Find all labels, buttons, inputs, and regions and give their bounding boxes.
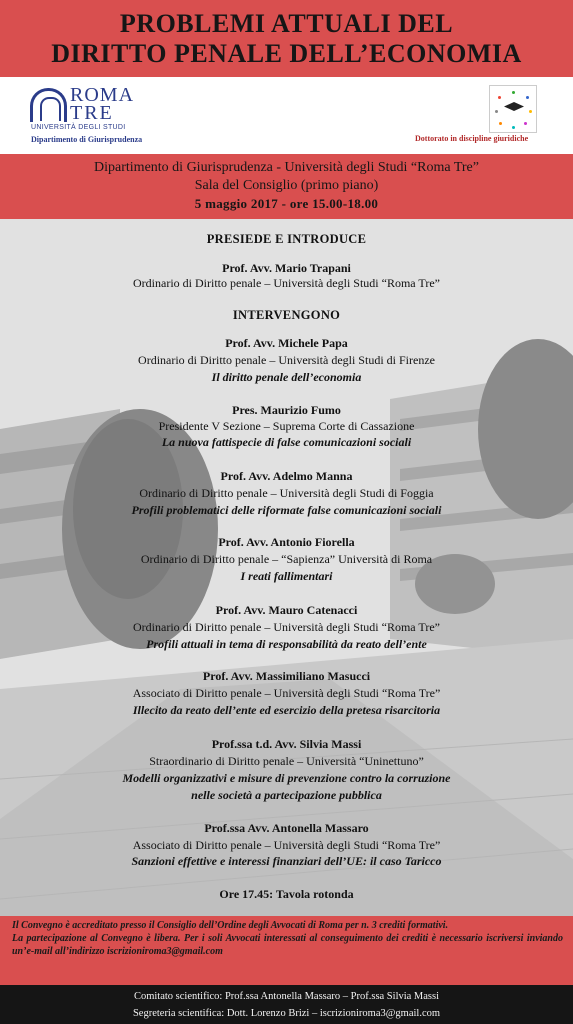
department-label: Dipartimento di Giurisprudenza	[31, 135, 143, 144]
speaker-role: Ordinario di Diritto penale – “Sapienza” Università di Roma	[140, 552, 433, 566]
speaker-name: Prof. Avv. Michele Papa	[225, 336, 348, 350]
committee-footer	[0, 985, 573, 1024]
speaker-topic: Illecito da reato dell’ente ed esercizio della pretesa risarcitoria	[132, 703, 441, 717]
closing-session: Ore 17.45: Tavola rotonda	[219, 887, 354, 901]
title-line-2: DIRITTO PENALE DELL’ECONOMIA	[51, 39, 522, 68]
speaker-topic: Il diritto penale dell’economia	[211, 370, 362, 384]
title-header	[0, 0, 573, 77]
speaker-name: Prof.ssa Avv. Antonella Massaro	[204, 821, 369, 835]
speaker-topic: Profili attuali in tema di responsabilità da reato dell’ente	[146, 637, 427, 651]
doctorate-logo-icon	[489, 85, 537, 133]
speaker-name: Prof. Avv. Massimiliano Masucci	[202, 669, 371, 683]
arch-icon	[30, 88, 67, 122]
chair-role: Ordinario di Diritto penale – Università degli Studi “Roma Tre”	[133, 276, 440, 290]
logo-subtitle: UNIVERSITÀ DEGLI STUDI	[31, 124, 126, 131]
notice-credits: Il Convegno è accreditato presso il Consiglio dell’Ordine degli Avvocati di Roma per n. 3 crediti formativi.	[12, 920, 449, 931]
speaker-name: Pres. Maurizio Fumo	[232, 403, 341, 417]
logo-strip	[0, 77, 573, 154]
speaker-role: Straordinario di Diritto penale – Università “Uninettuno”	[149, 754, 424, 768]
speaker-topic-continued: nelle società a partecipazione pubblica	[191, 788, 382, 802]
chair-name: Prof. Avv. Mario Trapani	[222, 261, 351, 275]
speaker-name: Prof. Avv. Adelmo Manna	[220, 469, 353, 483]
date-time-line: 5 maggio 2017 - ore 15.00-18.00	[194, 196, 379, 211]
doctorate-label: Dottorato in discipline giuridiche	[415, 134, 529, 143]
campus-photo-background	[0, 219, 573, 916]
notice-registration: La partecipazione al Convegno è libera. Per i soli Avvocati interessati al conseguimento dei crediti è necessario iscriversi inviando un’e-mail all’indirizzo iscrizioniroma3@gmail.com	[12, 932, 563, 957]
room-line: Sala del Consiglio (primo piano)	[194, 178, 379, 193]
venue-line: Dipartimento di Giurisprudenza - Università degli Studi “Roma Tre”	[94, 160, 479, 175]
speaker-name: Prof. Avv. Antonio Fiorella	[218, 535, 355, 549]
speaker-role: Associato di Diritto penale – Università degli Studi “Roma Tre”	[132, 686, 441, 700]
logo-word-roma: ROMA	[70, 84, 135, 106]
speaker-topic: I reati fallimentari	[240, 569, 333, 583]
speakers-heading: INTERVENGONO	[232, 308, 341, 322]
speaker-role: Associato di Diritto penale – Università degli Studi “Roma Tre”	[132, 838, 441, 852]
program-area	[0, 219, 573, 916]
speaker-name: Prof. Avv. Mauro Catenacci	[215, 603, 358, 617]
speaker-topic: La nuova fattispecie di false comunicazioni sociali	[161, 435, 412, 449]
accreditation-notice	[0, 916, 573, 985]
speaker-name: Prof.ssa t.d. Avv. Silvia Massi	[211, 737, 362, 751]
speaker-topic: Sanzioni effettive e interessi finanziari dell’UE: il caso Taricco	[131, 854, 442, 868]
speaker-role: Presidente V Sezione – Suprema Corte di Cassazione	[158, 419, 415, 433]
scientific-secretariat: Segreteria scientifica: Dott. Lorenzo Brizi – iscrizioniroma3@gmail.com	[132, 1008, 441, 1019]
speaker-topic: Modelli organizzativi e misure di prevenzione contro la corruzione	[122, 771, 451, 785]
preside-heading: PRESIEDE E INTRODUCE	[206, 232, 367, 246]
event-info-band	[0, 154, 573, 219]
title-line-1: PROBLEMI ATTUALI DEL	[119, 9, 454, 38]
speaker-role: Ordinario di Diritto penale – Università degli Studi di Foggia	[139, 486, 434, 500]
speaker-topic: Profili problematici delle riformate false comunicazioni sociali	[131, 503, 442, 517]
scientific-committee: Comitato scientifico: Prof.ssa Antonella Massaro – Prof.ssa Silvia Massi	[133, 991, 440, 1002]
logo-word-tre: TRE	[70, 102, 114, 124]
speaker-role: Ordinario di Diritto penale – Università degli Studi di Firenze	[138, 353, 435, 367]
speaker-role: Ordinario di Diritto penale – Università degli Studi “Roma Tre”	[133, 620, 440, 634]
